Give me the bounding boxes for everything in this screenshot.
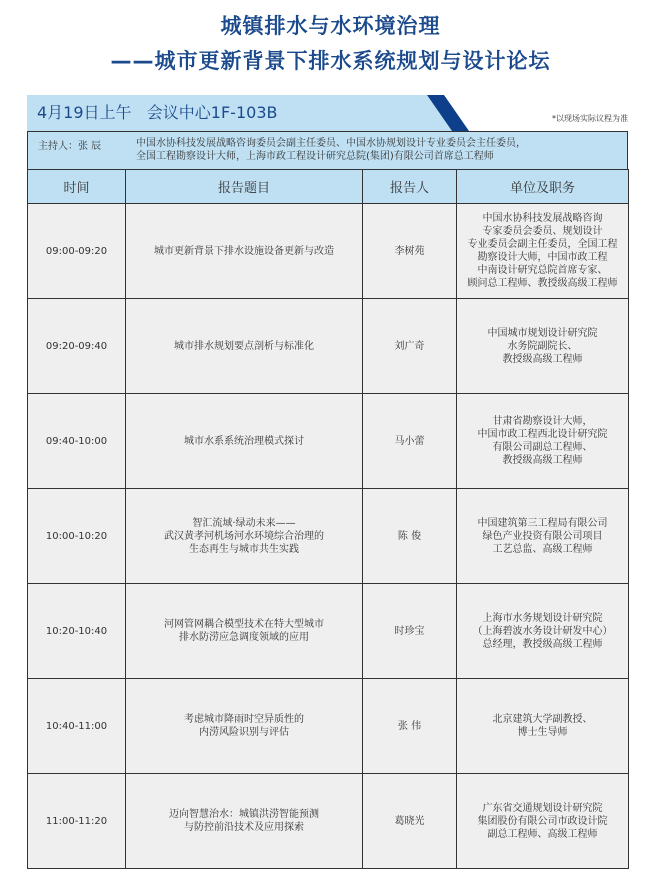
- cell-org-line: 专业委员会副主任委员，全国工程: [467, 239, 618, 250]
- cell-topic-line: 武汉黄孝河机场河水环境综合治理的: [164, 530, 324, 542]
- host-line: 全国工程勘察设计大师，上海市政工程设计研究总院(集团)有限公司首席总工程师: [136, 151, 494, 162]
- cell-org-line: 中国水协科技发展战略咨询: [482, 213, 603, 224]
- cell-org-line: 集团股份有限公司市政设计院: [477, 815, 608, 827]
- cell-speaker: 葛晓光: [363, 774, 457, 869]
- col-header-time: 时间: [28, 170, 126, 204]
- cell-topic-line: 与防控前沿技术及应用探索: [184, 822, 304, 833]
- cell-org-line: 中国建筑第三工程局有限公司: [477, 517, 608, 529]
- cell-topic-line: 内涝风险识别与评估: [199, 727, 289, 738]
- cell-topic-line: 智汇流域·绿动未来——: [192, 517, 296, 529]
- cell-org: [457, 679, 629, 774]
- table-row: [28, 394, 629, 489]
- cell-org: [457, 299, 629, 394]
- cell-topic-line: 城市更新背景下排水设施设备更新与改造: [154, 245, 334, 257]
- cell-org-line: 北京建筑大学副教授、: [492, 714, 593, 725]
- cell-org-line: 上海市水务规划设计研究院: [482, 612, 603, 624]
- table-row: [28, 204, 629, 299]
- host-line: 中国水协科技发展战略咨询委员会副主任委员、中国水协规划设计专业委员会主任委员，: [136, 138, 526, 149]
- cell-org-line: 教授级高级工程师: [502, 353, 583, 365]
- cell-speaker: 李树苑: [363, 204, 457, 299]
- cell-org-line: 副总工程师、高级工程师: [487, 828, 598, 840]
- cell-time: 11:00-11:20: [28, 774, 126, 869]
- cell-topic-line: 城市排水规划要点剖析与标准化: [174, 340, 314, 352]
- cell-topic-line: 生态再生与城市共生实践: [189, 543, 299, 555]
- cell-topic-line: 排水防涝应急调度领域的应用: [179, 632, 309, 643]
- cell-speaker: 张 伟: [363, 679, 457, 774]
- table-row: [28, 584, 629, 679]
- cell-topic: [126, 584, 363, 679]
- cell-org-line: （上海碧波水务设计研发中心）: [472, 625, 613, 637]
- cell-time: 10:00-10:20: [28, 489, 126, 584]
- cell-time: 09:20-09:40: [28, 299, 126, 394]
- host-label: 主持人：张 辰: [38, 141, 102, 152]
- col-header-org: 单位及职务: [457, 170, 629, 204]
- page-title: 城镇排水与水环境治理: [220, 14, 441, 38]
- cell-topic-line: 城市水系系统治理模式探讨: [184, 435, 304, 447]
- cell-org-line: 中南设计研究总院首席专家、: [477, 265, 608, 276]
- cell-org-line: 总经理，教授级高级工程师: [482, 638, 603, 650]
- table-header-row: [28, 170, 629, 204]
- page-subtitle: ——城市更新背景下排水系统规划与设计论坛: [110, 49, 551, 73]
- cell-org-line: 博士生导师: [517, 727, 568, 738]
- col-header-speaker: 报告人: [363, 170, 457, 204]
- cell-speaker: 时珍宝: [363, 584, 457, 679]
- cell-org-line: 专家委员会委员、规划设计: [482, 226, 603, 237]
- cell-org-line: 顾问总工程师、教授级高级工程师: [467, 278, 618, 289]
- cell-org-line: 水务院副院长、: [507, 340, 578, 352]
- cell-speaker: 陈 俊: [363, 489, 457, 584]
- cell-org-line: 广东省交通规划设计研究院: [482, 802, 603, 814]
- cell-speaker: 马小蕾: [363, 394, 457, 489]
- cell-topic-line: 考虑城市降雨时空异质性的: [184, 714, 304, 725]
- cell-topic: [126, 774, 363, 869]
- table-row: [28, 489, 629, 584]
- cell-org-line: 工艺总监、高级工程师: [492, 543, 593, 555]
- cell-org: [457, 774, 629, 869]
- host-description: [136, 137, 526, 163]
- cell-topic: [126, 204, 363, 299]
- cell-time: 09:40-10:00: [28, 394, 126, 489]
- cell-topic: [126, 299, 363, 394]
- cell-time: 09:00-09:20: [28, 204, 126, 299]
- cell-org-line: 有限公司副总工程师、: [492, 442, 593, 453]
- cell-topic: [126, 679, 363, 774]
- agenda-note: *以现场实际议程为准: [552, 114, 628, 123]
- col-header-topic: 报告题目: [126, 170, 363, 204]
- cell-topic: [126, 394, 363, 489]
- table-row: [28, 679, 629, 774]
- session-info: 4月19日上午 会议中心1F-103B: [37, 103, 278, 122]
- cell-org-line: 中国城市规划设计研究院: [487, 327, 598, 339]
- cell-topic-line: 河网管网耦合模型技术在特大型城市: [164, 619, 324, 630]
- cell-org-line: 勘察设计大师，中国市政工程: [477, 252, 608, 263]
- cell-org-line: 绿色产业投资有限公司项目: [482, 530, 603, 542]
- session-banner: [27, 95, 628, 131]
- cell-org-line: 甘肃省勘察设计大师，: [492, 416, 593, 427]
- cell-topic-line: 迈向智慧治水：城镇洪涝智能预测: [169, 809, 319, 820]
- cell-org: [457, 394, 629, 489]
- table-row: [28, 774, 629, 869]
- cell-time: 10:20-10:40: [28, 584, 126, 679]
- cell-org: [457, 489, 629, 584]
- agenda-body: [28, 204, 629, 869]
- table-row: [28, 299, 629, 394]
- agenda-table: [27, 169, 629, 869]
- cell-org-line: 中国市政工程西北设计研究院: [477, 429, 608, 440]
- cell-org: [457, 584, 629, 679]
- cell-org-line: 教授级高级工程师: [502, 455, 583, 466]
- cell-topic: [126, 489, 363, 584]
- cell-time: 10:40-11:00: [28, 679, 126, 774]
- cell-speaker: 刘广奇: [363, 299, 457, 394]
- cell-org: [457, 204, 629, 299]
- host-bar: [27, 131, 628, 169]
